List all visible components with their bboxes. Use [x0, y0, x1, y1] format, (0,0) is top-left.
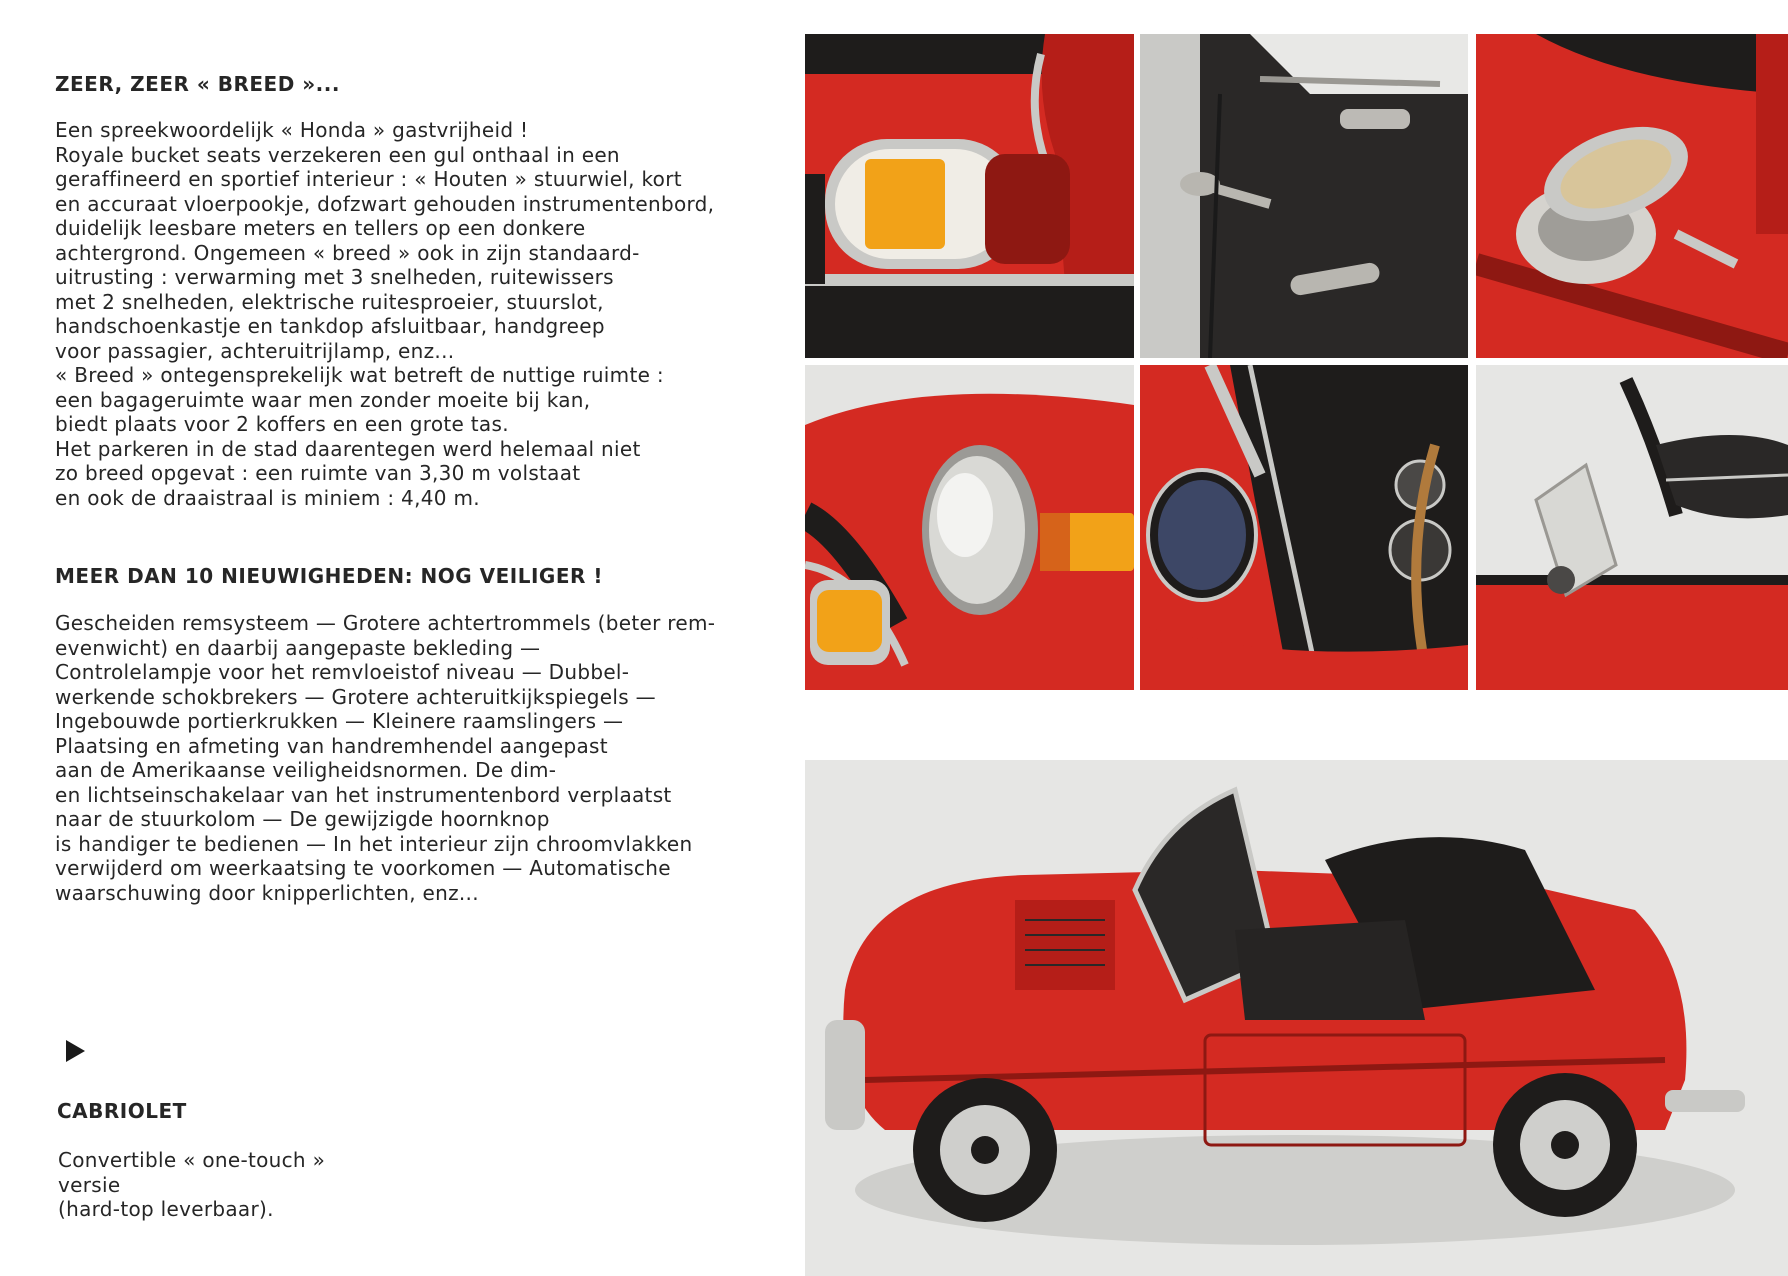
- section-body-breed: Een spreekwoordelijk « Honda » gastvrijheid ! Royale bucket seats verzekeren een gul onthaal in een geraffineerd en sportief interieur : « Houten » stuurwiel, kort en accuraat vloerpookje, dofzwart gehouden instrumentenbord, duidelijk leesbare meters en tellers op een donkere achtergrond. Ongemeen « breed » ook in zijn standaard- uitrusting : verwarming met 3 snelheden, ruitewissers met 2 snelheden, elektrische ruitesproeier, stuurslot, handschoenkastje en tankdop afsluitbaar, handgreep voor passagier, achteruitrijlamp, enz... « Breed » ontegensprekelijk wat betreft de nuttige ruimte : een bagageruimte waar men zonder moeite bij kan, biedt plaats voor 2 koffers en een grote tas. Het parkeren in de stad daarentegen werd helemaal niet zo breed opgevat : een ruimte van 3,30 m volstaat en ook de draaistraal is miniem : 4,40 m.: [55, 118, 715, 510]
- triangle-pointer-icon: [66, 1040, 85, 1062]
- photo-mirror-dashboard: [1140, 365, 1468, 690]
- photo-door-interior: [1140, 34, 1468, 358]
- section-body-veiliger: Gescheiden remsysteem — Grotere achtertrommels (beter rem- evenwicht) en daarbij aangepaste bekleding — Controlelampje voor het remvloeistof niveau — Dubbel- werkende schokbrekers — Grotere achteruitkijkspiegels — Ingebouwde portierkrukken — Kleinere raamslingers — Plaatsing en afmeting van handremhendel aangepast aan de Amerikaanse veiligheidsnormen. De dim- en lichtseinschakelaar van het instrumentenbord verplaatst naar de stuurkolom — De gewijzigde hoornknop is handiger te bedienen — In het interieur zijn chroomvlakken verwijderd om weerkaatsing te voorkomen — Automatische waarschuwing door knipperlichten, enz...: [55, 611, 716, 905]
- section-heading-cabriolet: CABRIOLET: [57, 1099, 187, 1123]
- photo-headlight: [805, 365, 1134, 690]
- photo-fuel-cap: [1476, 34, 1788, 358]
- section-heading-breed: ZEER, ZEER « BREED »...: [55, 72, 340, 96]
- photo-rear-light: [805, 34, 1134, 358]
- section-heading-veiliger: MEER DAN 10 NIEUWIGHEDEN: NOG VEILIGER !: [55, 564, 603, 588]
- photo-soft-top-folded: [1476, 365, 1788, 690]
- section-body-cabriolet: Convertible « one-touch » versie (hard-top leverbaar).: [58, 1148, 326, 1221]
- photo-cabriolet-car: [805, 760, 1788, 1276]
